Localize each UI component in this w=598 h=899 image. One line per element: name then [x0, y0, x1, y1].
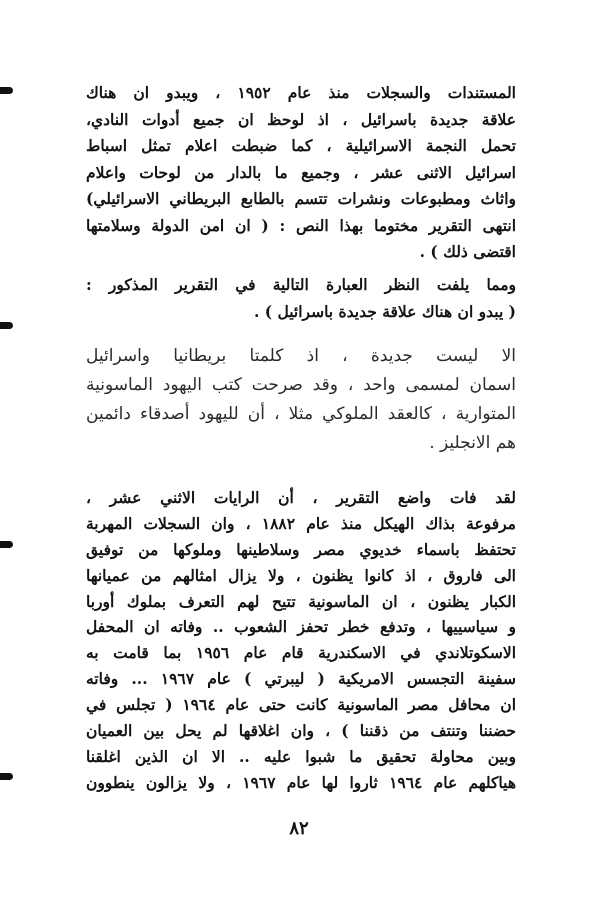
text-line: الكبار يظنون ، ان الماسونية تتيح لهم التعرف بملوك أوربا	[86, 591, 516, 611]
paragraph-commentary	[86, 342, 516, 458]
page-number: ٨٢	[289, 818, 309, 839]
binding-mark	[0, 541, 13, 548]
text-line: سفينة التجسس الامريكية ( ليبرتي ) عام ١٩٦٧ ... وفاته	[86, 669, 516, 689]
text-line: ان محافل مصر الماسونية كانت حتى عام ١٩٦٤ ( تجلس في	[86, 695, 516, 715]
text-line: تحتفظ باسماء خديوي مصر وسلاطينها وملوكها من توفيق	[86, 539, 516, 559]
text-line: اسرائيل الاثنى عشر ، وجميع ما بالدار من لوحات واعلام	[86, 162, 516, 182]
text-line: المستندات والسجلات منذ عام ١٩٥٢ ، ويبدو ان هناك	[86, 83, 516, 102]
paragraph-police-report	[86, 80, 516, 266]
binding-mark	[0, 87, 13, 94]
text-line: هياكلهم عام ١٩٦٤ ثاروا لها عام ١٩٦٧ ، ولا يزالون ينطوون	[86, 772, 516, 792]
text-line: لقد فات واضع التقرير ، أن الرايات الاثني عشر ،	[86, 488, 516, 507]
text-line: وبين محاولة تحقيق ما شبوا عليه .. الا ان الذين اغلقنا	[86, 746, 516, 766]
text-line: علاقة جديدة باسرائيل ، اذ لوحظ ان جميع أدوات النادي،	[86, 109, 516, 129]
text-line: المتوارية ، كالعقد الملوكي مثلا ، أن لليهود أصدقاء دائمين	[86, 404, 516, 424]
text-line: ( يبدو ان هناك علاقة جديدة باسرائيل ) .	[253, 301, 516, 321]
text-line: مرفوعة بذاك الهيكل منذ عام ١٨٨٢ ، وان السجلات المهربة	[86, 513, 516, 533]
paragraph-noted-phrase	[86, 272, 516, 325]
text-line: تحمل النجمة الاسرائيلية ، كما ضبطت اعلام تمثل اسباط	[86, 136, 516, 155]
text-line: ومما يلفت النظر العبارة التالية في التقرير المذكور :	[86, 275, 516, 294]
text-line: انتهى التقرير مختوما بهذا النص : ( ان امن الدولة وسلامتها	[86, 215, 516, 235]
text-line: الا ليست جديدة ، اذ كلمتا بريطانيا واسرائيل	[86, 346, 516, 366]
binding-mark	[0, 773, 13, 780]
text-line: الاسكوتلاندي في الاسكندرية قام عام ١٩٥٦ بما قامت به	[86, 643, 516, 663]
text-line: واثاث ومطبوعات ونشرات تتسم بالطابع البريطاني الاسرائيلي)	[86, 189, 516, 208]
text-line: هم الانجليز .	[429, 433, 516, 453]
binding-mark	[0, 322, 13, 329]
text-line: الى فاروق ، اذ كانوا يظنون ، ولا يزال امثالهم من عميانها	[86, 565, 516, 585]
text-line: حضننا وتنتف من ذقننا ) ، وان اغلاقها لم يحل بين العميان	[86, 721, 516, 741]
text-line: اقتضى ذلك ) .	[419, 242, 516, 261]
paragraph-report-critique	[86, 485, 516, 796]
text-line: اسمان لمسمى واحد ، وقد صرحت كتب اليهود الماسونية	[86, 375, 516, 395]
text-line: و سياسييها ، وتدفع خطر تحفز الشعوب .. وفاته ان المحفل	[86, 617, 516, 637]
